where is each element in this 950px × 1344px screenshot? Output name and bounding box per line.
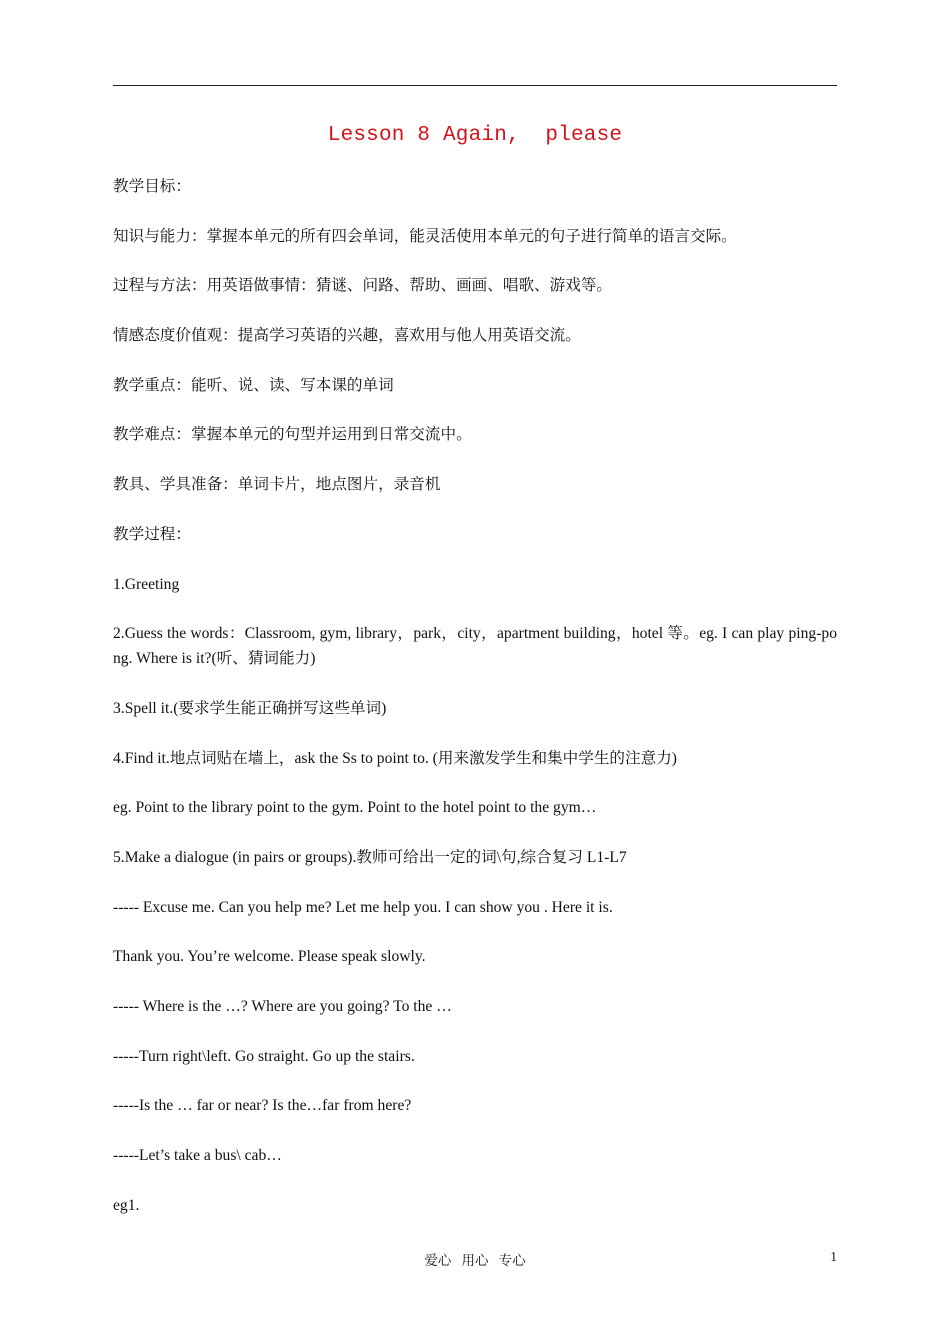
paragraph-example-label: eg1. bbox=[113, 1196, 140, 1214]
paragraph-step-spell: 3.Spell it.(要求学生能正确拼写这些单词) bbox=[113, 699, 387, 717]
paragraph-attitude-values: 情感态度价值观：提高学习英语的兴趣，喜欢用与他人用英语交流。 bbox=[113, 327, 581, 345]
paragraph-step-greeting: 1.Greeting bbox=[113, 575, 180, 593]
lesson-title: Lesson 8 Again, please bbox=[327, 124, 623, 147]
paragraph-difficult-points: 教学难点：掌握本单元的句型并运用到日常交流中。 bbox=[113, 426, 472, 444]
page-number: 1 bbox=[830, 1249, 837, 1264]
paragraph-find-example: eg. Point to the library point to the gym. Point to the hotel point to the gym… bbox=[113, 799, 597, 817]
paragraph-teaching-aids: 教具、学具准备：单词卡片，地点图片，录音机 bbox=[113, 476, 441, 494]
paragraph-step-dialogue: 5.Make a dialogue (in pairs or groups).教师可给出一定的词\句,综合复习 L1-L7 bbox=[113, 848, 627, 866]
page-footer bbox=[113, 1249, 837, 1269]
paragraph-objectives-heading: 教学目标： bbox=[113, 178, 191, 195]
paragraph-step-guess-words: 2.Guess the words：Classroom, gym, library，park，city，apartment building，hotel 等。eg. I can play ping-pong. Where is it?(听、猜词能力) bbox=[113, 625, 837, 668]
paragraph-dialogue-line-3: ----- Where is the …? Where are you going? To the … bbox=[113, 998, 452, 1015]
paragraph-dialogue-line-4: -----Turn right\left. Go straight. Go up the stairs. bbox=[113, 1047, 415, 1065]
footer-motto: 爱心 用心 专心 bbox=[424, 1253, 526, 1268]
document-body bbox=[113, 174, 837, 1242]
paragraph-process-method: 过程与方法：用英语做事情：猜谜、问路、帮助、画画、唱歌、游戏等。 bbox=[113, 277, 613, 295]
paragraph-dialogue-line-5: -----Is the … far or near? Is the…far from here? bbox=[113, 1097, 412, 1115]
paragraph-key-points: 教学重点：能听、说、读、写本课的单词 bbox=[113, 376, 394, 394]
paragraph-dialogue-line-2: Thank you. You’re welcome. Please speak slowly. bbox=[113, 948, 426, 966]
paragraph-step-find: 4.Find it.地点词贴在墙上，ask the Ss to point to. (用来激发学生和集中学生的注意力) bbox=[113, 749, 677, 767]
paragraph-procedure-heading: 教学过程： bbox=[113, 525, 191, 543]
paragraph-knowledge-ability: 知识与能力：掌握本单元的所有四会单词，能灵活使用本单元的句子进行简单的语言交际。 bbox=[113, 227, 737, 245]
header-rule bbox=[113, 85, 837, 86]
paragraph-dialogue-line-1: ----- Excuse me. Can you help me? Let me help you. I can show you . Here it is. bbox=[113, 898, 613, 916]
paragraph-dialogue-line-6: -----Let’s take a bus\ cab… bbox=[113, 1147, 282, 1165]
